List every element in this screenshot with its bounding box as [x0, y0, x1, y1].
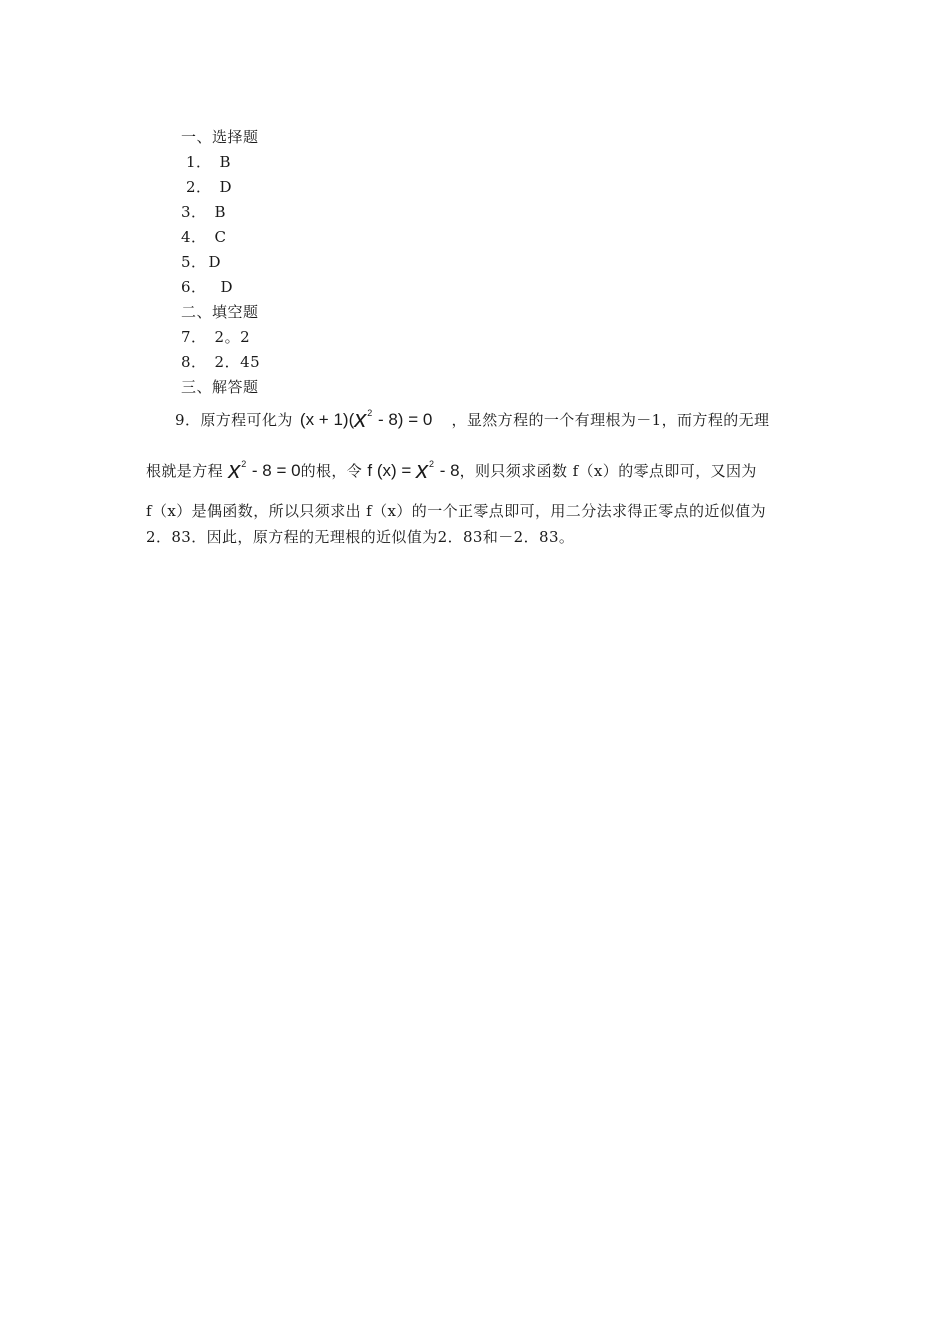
answer-item [181, 278, 233, 296]
section-heading-solution: 三、解答题 [181, 378, 259, 396]
item-answer: B [214, 203, 227, 221]
answer-item [181, 253, 221, 271]
item-answer: 2．45 [214, 353, 261, 371]
item-number: 8． [181, 353, 207, 371]
section-heading-fill: 二、填空题 [181, 303, 259, 321]
equation-quadratic: $x^2 - 8 = 0$ [228, 457, 301, 484]
solution-line-3: f（x）是偶函数，所以只须求出 f（x）的一个正零点即可，用二分法求得正零点的近似值为 [146, 502, 766, 520]
answer-item [181, 228, 227, 246]
answer-item [186, 178, 232, 196]
solution-lead: 9．原方程可化为 [175, 411, 293, 429]
item-number: 4． [181, 228, 207, 246]
answer-item [186, 153, 231, 171]
answer-item [181, 353, 260, 371]
equation-factored: $(x + 1)(x^2 - 8) = 0$ [299, 406, 433, 433]
item-number: 5． [181, 253, 207, 271]
solution-line-4: 2．83．因此，原方程的无理根的近似值为2．83和－2．83。 [146, 528, 575, 546]
item-number: 2． [186, 178, 212, 196]
section-heading-choice: 一、选择题 [181, 128, 259, 146]
answer-item [181, 203, 226, 221]
item-number: 3． [181, 203, 207, 221]
item-answer: B [219, 153, 232, 171]
solution-text: 根就是方程 [146, 462, 224, 480]
solution-line-1 [175, 404, 769, 432]
item-answer: D [219, 178, 233, 196]
solution-text: ，显然方程的一个有理根为－1，而方程的无理 [451, 411, 770, 429]
item-answer: 2。2 [214, 328, 251, 346]
equation-function: f $(x) = x^2 - 8$ [367, 457, 460, 484]
item-number: 1． [186, 153, 212, 171]
solution-text: 的根，令 [300, 462, 363, 480]
solution-text: ，则只须求函数 f（x）的零点即可，又因为 [459, 462, 757, 480]
item-answer: D [208, 253, 222, 271]
solution-line-2 [146, 455, 757, 483]
item-number: 7． [181, 328, 207, 346]
item-answer: D [220, 278, 234, 296]
item-number: 6． [181, 278, 207, 296]
item-answer: C [214, 228, 227, 246]
answer-item [181, 328, 250, 346]
